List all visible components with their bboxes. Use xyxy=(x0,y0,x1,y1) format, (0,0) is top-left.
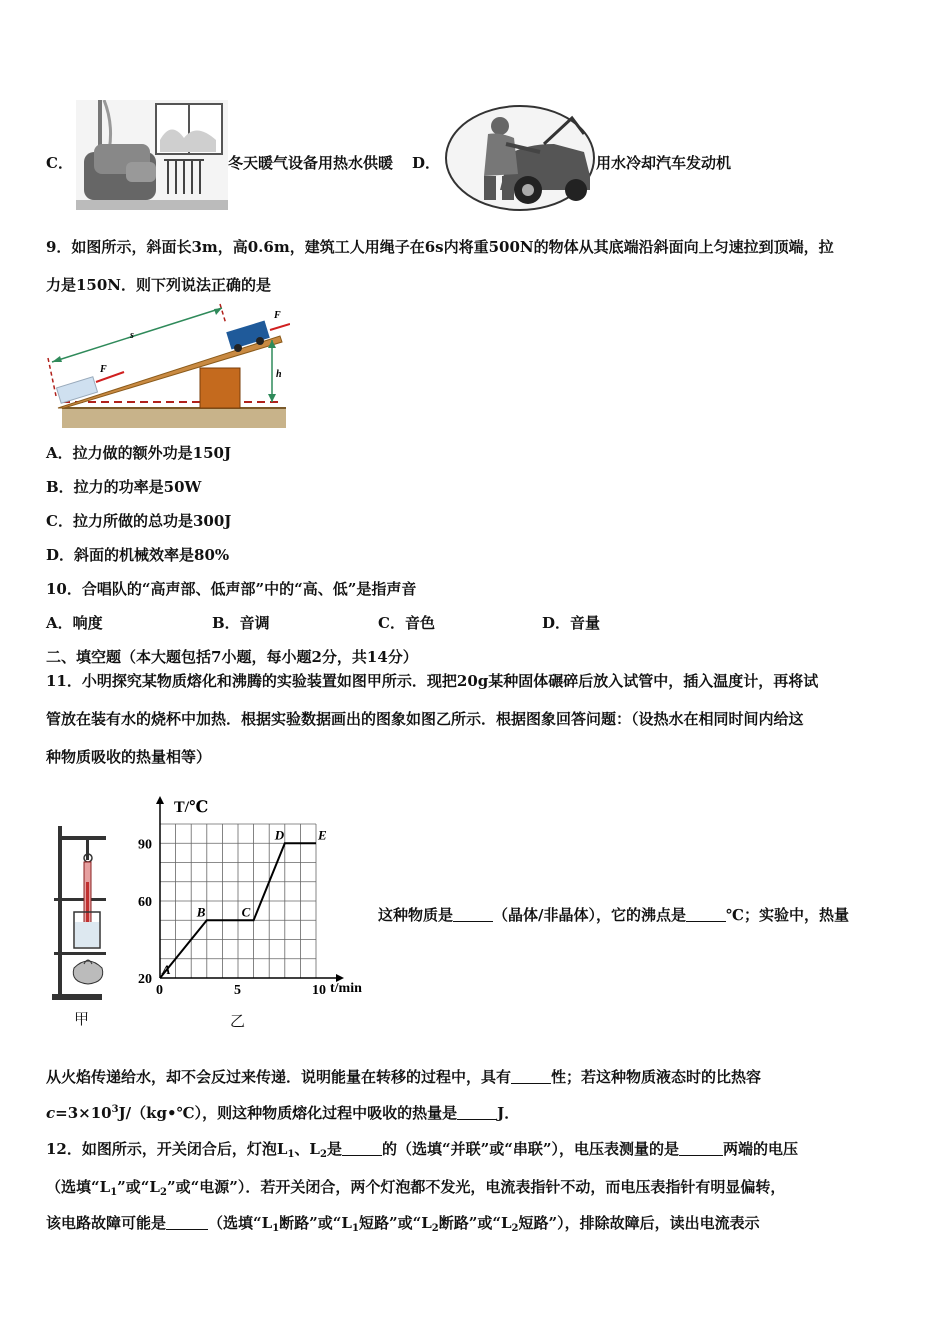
q11-side-b: （晶体/非晶体），它的沸点是 xyxy=(493,906,686,924)
q10-stem: 10．合唱队的“高声部、低声部”中的“高、低”是指声音 xyxy=(46,580,417,598)
q11-line4-b: 性；若这种物质液态时的比热容 xyxy=(551,1068,762,1086)
q9-option-b: B．拉力的功率是50W xyxy=(46,478,202,496)
q11-stem-line1: 11．小明探究某物质熔化和沸腾的实验装置如图甲所示．现把20g某种固体碾碎后放入试管中，插入温度计，再将试 xyxy=(46,672,819,690)
q10-option-a: A．响度 xyxy=(46,614,103,632)
x-axis-label: t/min xyxy=(330,981,362,996)
q11-line5 xyxy=(46,1102,519,1123)
q12-l1-a: 12．如图所示，开关闭合后，灯泡L xyxy=(46,1140,288,1158)
q9-option-d: D．斜面的机械效率是80% xyxy=(46,546,230,564)
point-label: A xyxy=(162,962,171,977)
point-label: D xyxy=(274,827,285,843)
temperature-time-chart xyxy=(134,790,374,1006)
q11-stem-line2: 管放在装有水的烧杯中加热．根据实验数据画出的图象如图乙所示．根据图象回答问题：（设热水在相同时间内给这 xyxy=(46,710,804,728)
q12-l3-s3: 2 xyxy=(431,1223,439,1234)
blank-voltmeter[interactable] xyxy=(679,1140,723,1156)
q12-l3-c: 断路”或“L xyxy=(279,1214,352,1232)
q12-l3-e: 断路”或“L xyxy=(438,1214,512,1232)
q8-option-d-text: 用水冷却汽车发动机 xyxy=(596,154,732,172)
y-tick-label: 20 xyxy=(138,972,152,987)
c-unit-text: J/（kg•℃），则这种物质熔化过程中吸收的热量是 xyxy=(118,1104,458,1122)
label-f-bottom: F xyxy=(100,364,107,375)
q11-side-text xyxy=(378,904,849,925)
q12-l3-a: 该电路故障可能是 xyxy=(46,1214,167,1232)
q9-stem-line1: 9．如图所示，斜面长3m，高0.6m，建筑工人用绳子在6s内将重500N的物体从其底端沿斜面向上匀速拉到顶端，拉 xyxy=(46,238,834,256)
x-tick-label: 0 xyxy=(156,983,163,998)
label-f-top: F xyxy=(274,310,281,321)
point-label: C xyxy=(241,904,251,920)
fig-jia-label: 甲 xyxy=(74,1010,90,1028)
q12-l3-s2: 1 xyxy=(351,1223,359,1234)
q12-line3 xyxy=(46,1212,760,1234)
q10-option-d: D．音量 xyxy=(542,614,601,632)
blank-directionality[interactable] xyxy=(511,1068,551,1084)
label-s: s xyxy=(130,330,134,341)
q12-line2 xyxy=(46,1176,785,1198)
q9-stem-line2: 力是150N．则下列说法正确的是 xyxy=(46,276,272,294)
q9-option-a: A．拉力做的额外功是150J xyxy=(46,444,232,462)
incline-plane-figure xyxy=(44,300,290,430)
heating-apparatus-figure xyxy=(48,822,110,1002)
c-symbol: c xyxy=(46,1104,56,1122)
q12-l2-a: （选填“L xyxy=(46,1178,111,1196)
heating-room-illustration xyxy=(76,100,228,210)
q12-l1-sub2: 2 xyxy=(319,1149,327,1160)
point-label: E xyxy=(318,827,327,843)
label-h: h xyxy=(276,369,282,380)
point-label: B xyxy=(196,904,206,920)
q12-l3-f: 短路”），排除故障后，读出电流表示 xyxy=(518,1214,760,1232)
q11-side-a: 这种物质是 xyxy=(378,906,454,924)
q12-l1-e: 两端的电压 xyxy=(722,1140,798,1158)
q12-l2-b: ”或“L xyxy=(117,1178,160,1196)
q12-l3-s1: 1 xyxy=(272,1223,280,1234)
q12-l1-b: 、L xyxy=(294,1140,320,1158)
blank-fault[interactable] xyxy=(166,1214,208,1230)
c-value: =3×10 xyxy=(55,1104,112,1122)
q12-l1-c: 是 xyxy=(326,1140,342,1158)
q10-option-b: B．音调 xyxy=(212,614,270,632)
fig-yi-label: 乙 xyxy=(230,1012,246,1030)
q12-line1 xyxy=(46,1138,798,1160)
q11-line4 xyxy=(46,1066,761,1087)
x-tick-label: 10 xyxy=(312,983,326,998)
blank-connection[interactable] xyxy=(342,1140,382,1156)
q10-option-c: C．音色 xyxy=(378,614,435,632)
q11-side-c: ℃；实验中，热量 xyxy=(726,906,849,924)
x-tick-label: 5 xyxy=(234,983,241,998)
q12-l2-s2: 2 xyxy=(159,1187,167,1198)
q12-l2-c: ”或“电源”）．若开关闭合，两个灯泡都不发光，电流表指针不动，而电压表指针有明显偏转， xyxy=(166,1178,786,1196)
blank-crystal[interactable] xyxy=(453,906,493,922)
q11-stem-line3: 种物质吸收的热量相等） xyxy=(46,748,212,766)
q9-option-c: C．拉力所做的总功是300J xyxy=(46,512,232,530)
blank-heat[interactable] xyxy=(457,1104,497,1120)
q12-l3-b: （选填“L xyxy=(208,1214,273,1232)
c-end: J． xyxy=(497,1104,520,1122)
section-title: 二、填空题（本大题包括7小题，每小题2分，共14分） xyxy=(46,648,418,666)
q8-option-c-label: C． xyxy=(46,154,73,172)
y-tick-label: 90 xyxy=(138,837,152,853)
q8-option-c-text: 冬天暖气设备用热水供暖 xyxy=(228,154,394,172)
q12-l2-s1: 1 xyxy=(110,1187,118,1198)
q12-l3-d: 短路”或“L xyxy=(358,1214,432,1232)
y-axis-arrow xyxy=(156,796,164,804)
c-exponent: 3 xyxy=(111,1104,119,1115)
q11-line4-a: 从火焰传递给水，却不会反过来传递．说明能量在转移的过程中，具有 xyxy=(46,1068,512,1086)
q12-l1-sub1: 1 xyxy=(287,1149,295,1160)
q8-option-d-label: D． xyxy=(412,154,441,172)
q12-l3-s4: 2 xyxy=(511,1223,519,1234)
q12-l1-d: 的（选填“并联”或“串联”），电压表测量的是 xyxy=(381,1140,679,1158)
car-engine-illustration xyxy=(444,104,596,212)
y-tick-label: 60 xyxy=(138,895,152,910)
y-axis-label: T/℃ xyxy=(174,799,209,816)
blank-boiling-point[interactable] xyxy=(686,906,726,922)
